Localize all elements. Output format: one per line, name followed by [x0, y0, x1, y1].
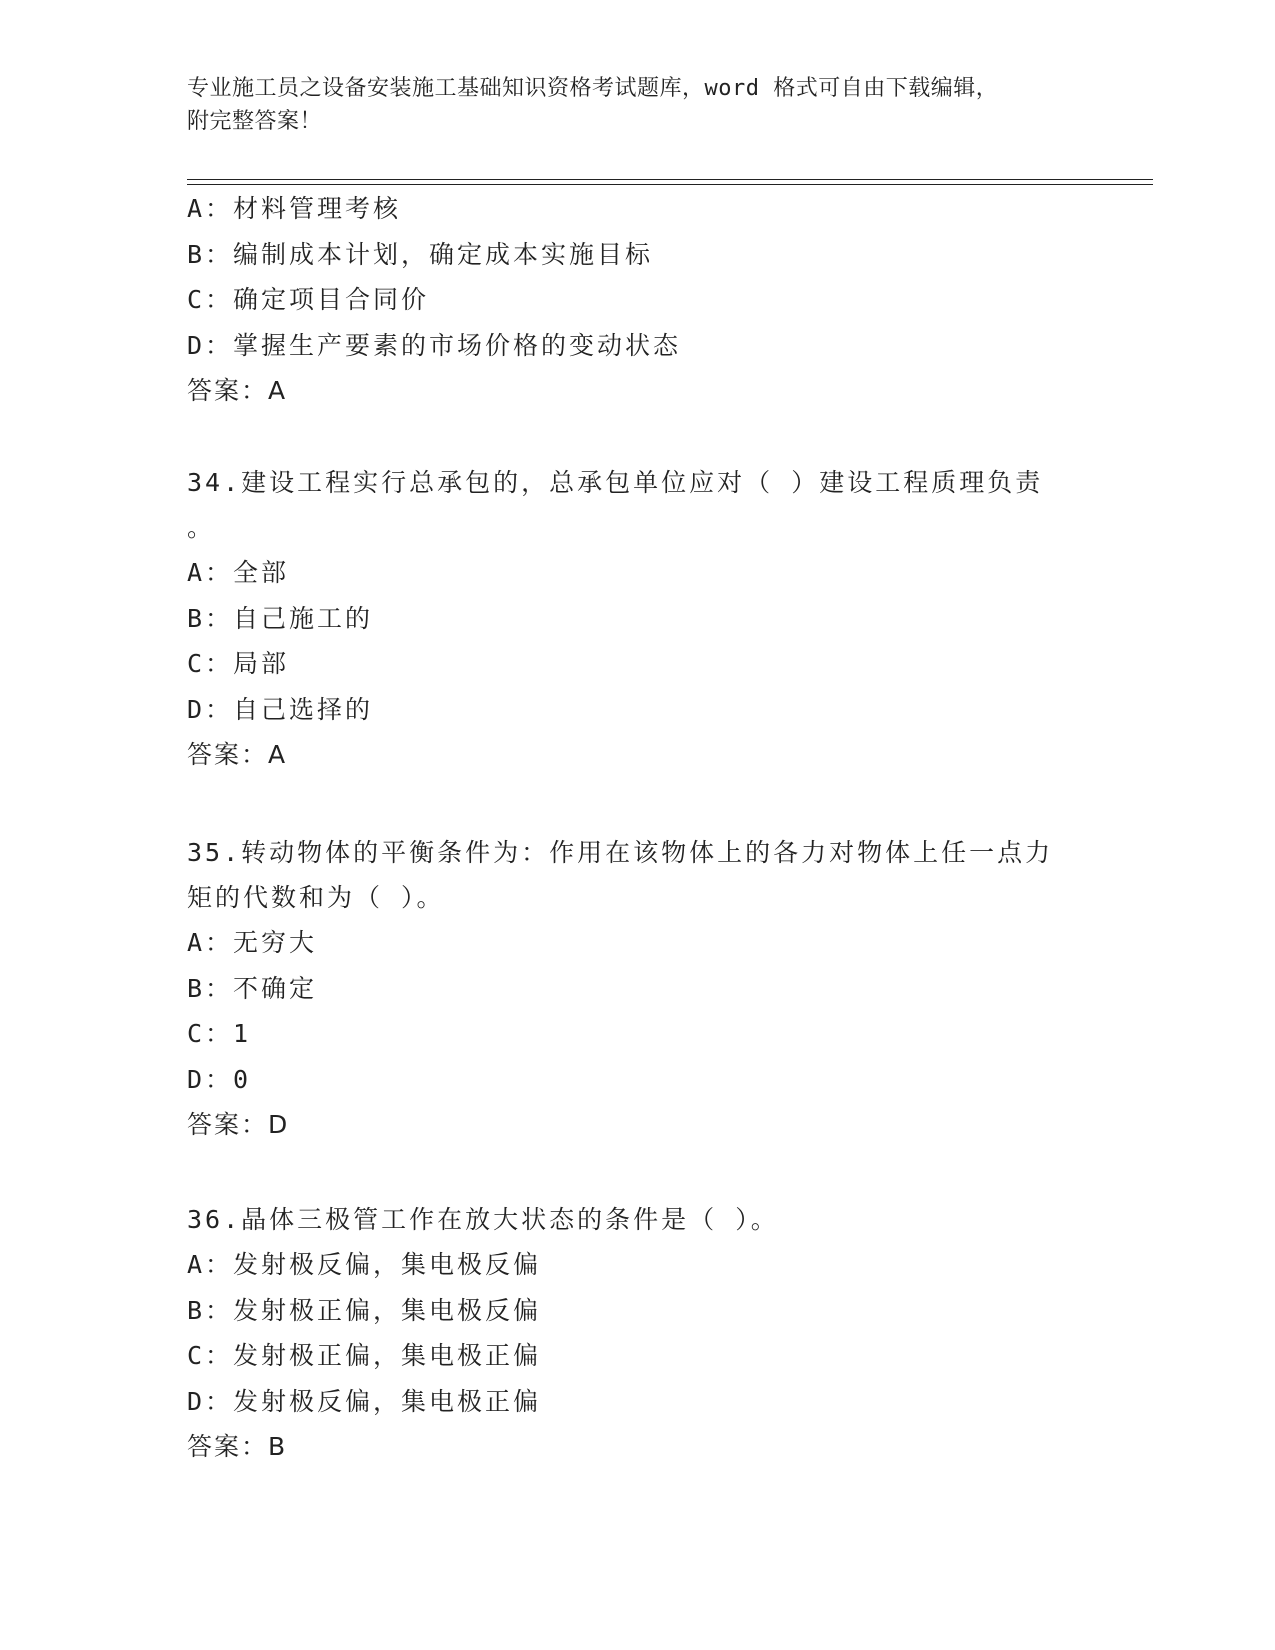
answer: 答案：B: [187, 1432, 288, 1461]
question-34: [187, 460, 1087, 778]
header-line-2: 附完整答案！: [187, 109, 323, 134]
option-d: D：掌握生产要素的市场价格的变动状态: [187, 330, 682, 360]
question-36: [187, 1197, 1087, 1470]
question-stem: [187, 1197, 1087, 1242]
option-b: B：编制成本计划，确定成本实施目标: [187, 239, 654, 269]
option-b: B：发射极正偏，集电极反偏: [187, 1295, 542, 1325]
option-d: D：0: [187, 1064, 252, 1094]
question-stem-line: 。: [187, 513, 216, 542]
answer: 答案：D: [187, 1110, 290, 1139]
option-c: C：1: [187, 1019, 252, 1048]
option-a: A：材料管理考核: [187, 194, 402, 223]
answer: 答案：A: [187, 376, 288, 405]
answer: 答案：A: [187, 740, 288, 769]
option-c: C：确定项目合同价: [187, 285, 430, 314]
question-stem-line: 36.晶体三极管工作在放大状态的条件是（ ）。: [187, 1205, 779, 1234]
option-d: D：自己选择的: [187, 694, 374, 724]
question-33: [187, 186, 1087, 414]
question-stem: [187, 830, 1087, 920]
header-rule-top: [187, 179, 1153, 180]
header-line-1: 专业施工员之设备安装施工基础知识资格考试题库，word 格式可自由下载编辑，: [187, 76, 999, 101]
question-35: [187, 830, 1087, 1148]
option-a: A：无穷大: [187, 928, 318, 957]
question-stem-line: 34.建设工程实行总承包的，总承包单位应对（ ）建设工程质理负责: [187, 468, 1044, 497]
question-stem-line: 矩的代数和为（ ）。: [187, 883, 445, 912]
option-b: B：不确定: [187, 973, 318, 1003]
question-stem-line: 35.转动物体的平衡条件为：作用在该物体上的各力对物体上任一点力: [187, 838, 1054, 867]
option-a: A：发射极反偏，集电极反偏: [187, 1250, 542, 1279]
option-a: A：全部: [187, 558, 290, 587]
document-header: [187, 72, 1067, 138]
question-stem: [187, 460, 1087, 550]
option-c: C：局部: [187, 649, 290, 678]
option-b: B：自己施工的: [187, 603, 374, 633]
header-rule-bottom: [187, 184, 1153, 185]
option-c: C：发射极正偏，集电极正偏: [187, 1341, 542, 1370]
option-d: D：发射极反偏，集电极正偏: [187, 1386, 542, 1416]
